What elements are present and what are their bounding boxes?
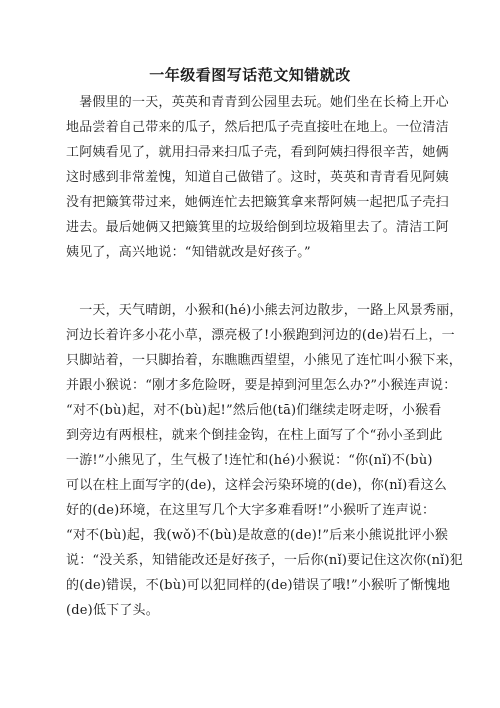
paragraph-1 <box>66 90 449 265</box>
paragraph-line: 没有把簸箕带过来，她俩连忙去把簸箕拿来帮阿姨一起把瓜子壳扫 <box>66 195 449 210</box>
paragraph-line: 说：“没关系，知错能改还是好孩子，一后你(nǐ)要记住这次你(nǐ)犯 <box>66 553 463 568</box>
paragraph-line: 一游!”小熊见了，生气极了!连忙和(hé)小猴说：“你(nǐ)不(bù) <box>66 453 433 468</box>
paragraph-line: 地品尝着自己带来的瓜子，然后把瓜子壳直接吐在地上。一位清洁 <box>66 120 449 135</box>
document-title: 一年级看图写话范文知错就改 <box>149 66 351 84</box>
paragraph-line: 的(de)错误，不(bù)可以犯同样的(de)错误了哦!”小猴听了惭愧地 <box>66 578 451 593</box>
paragraph-line: (de)低下了头。 <box>66 603 159 618</box>
paragraph-2 <box>66 298 463 623</box>
paragraph-line: 好的(de)环境，在这里写几个大字多难看呀!”小猴听了连声说： <box>66 503 436 518</box>
paragraph-line: “对不(bù)起，我(wǒ)不(bù)是故意的(de)!”后来小熊说批评小猴 <box>66 528 449 543</box>
paragraph-line: 进去。最后她俩又把簸箕里的垃圾给倒到垃圾箱里去了。清洁工阿 <box>66 220 449 235</box>
paragraph-line: 河边长着许多小花小草，漂亮极了!小猴跑到河边的(de)岩石上，一 <box>66 328 455 343</box>
paragraph-line: 这时感到非常羞愧，知道自己做错了。这时，英英和青青看见阿姨 <box>66 170 449 185</box>
paragraph-line: 并跟小猴说：“刚才多危险呀，要是掉到河里怎么办?”小猴连声说： <box>66 378 457 393</box>
paragraph-line: 工阿姨看见了，就用扫帚来扫瓜子壳，看到阿姨扫得很辛苦，她俩 <box>66 145 449 160</box>
paragraph-line: 暑假里的一天，英英和青青到公园里去玩。她们坐在长椅上开心 <box>66 95 449 110</box>
paragraph-line: 姨见了，高兴地说：“知错就改是好孩子。” <box>66 245 311 260</box>
paragraph-line: 一天，天气晴朗，小猴和(hé)小熊去河边散步，一路上风景秀丽， <box>66 303 463 318</box>
paragraph-line: 只脚站着，一只脚抬着，东瞧瞧西望望，小熊见了连忙叫小猴下来， <box>66 353 463 368</box>
paragraph-line: “对不(bù)起，对不(bù)起!”然后他(tā)们继续走呀走呀，小猴看 <box>66 403 442 418</box>
paragraph-line: 到旁边有两根柱，就来个倒挂金钩，在柱上面写了个“孙小圣到此 <box>66 428 443 443</box>
paragraph-line: 可以在柱上面写字的(de)，这样会污染环境的(de)，你(nǐ)看这么 <box>66 478 447 493</box>
